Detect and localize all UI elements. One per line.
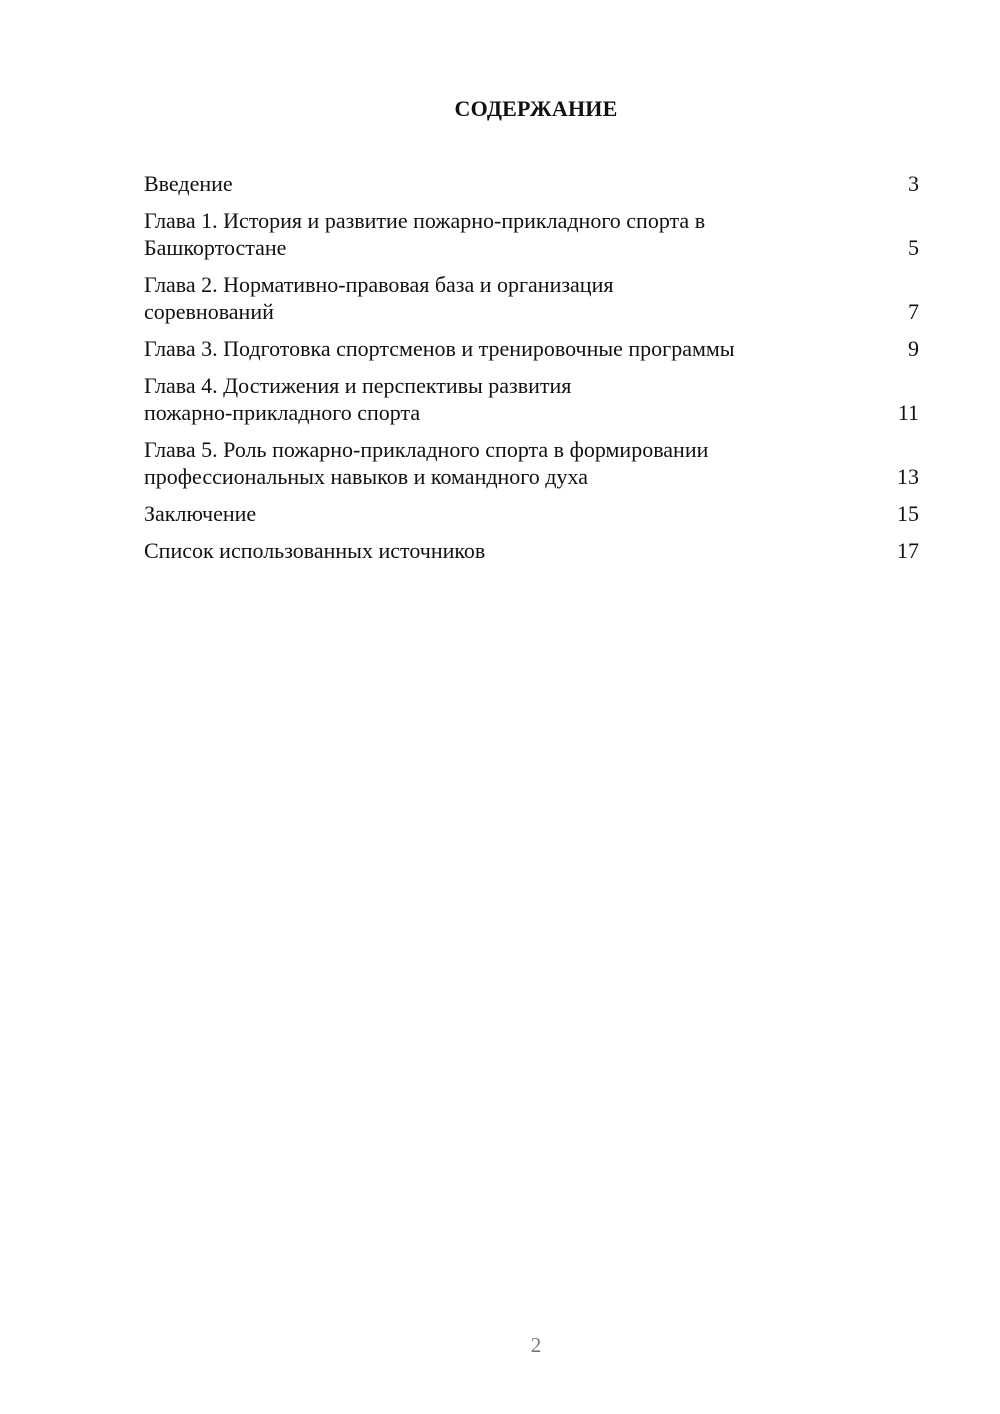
toc-entry-title: Глава 1. История и развитие пожарно-прикладного спорта в Башкортостане: [144, 208, 706, 260]
toc-entry-chapter-2[interactable]: [144, 271, 919, 325]
toc-entry-page: 7: [908, 299, 919, 324]
toc-entry-page: 11: [897, 400, 919, 425]
toc-entry-title: Глава 5. Роль пожарно-прикладного спорта в формировании профессиональных навыков и командного духа: [144, 437, 709, 489]
toc-entry-chapter-4[interactable]: [144, 372, 919, 426]
toc-entry-title: Глава 2. Нормативно-правовая база и организация соревнований: [144, 272, 614, 324]
toc-entry-page: 13: [897, 464, 919, 489]
page-title: СОДЕРЖАНИЕ: [454, 96, 618, 121]
toc-entry-page: 5: [908, 235, 919, 260]
toc-entry-page: 17: [897, 538, 919, 563]
toc-entry-title: Список использованных источников: [144, 538, 486, 563]
toc-entry-introduction[interactable]: [144, 170, 919, 197]
toc-entry-references[interactable]: [144, 537, 919, 564]
toc-entry-title: Глава 4. Достижения и перспективы развития пожарно-прикладного спорта: [144, 373, 572, 425]
table-of-contents: [144, 170, 919, 574]
toc-entry-page: 15: [897, 501, 919, 526]
toc-entry-chapter-3[interactable]: [144, 335, 919, 362]
toc-entry-title: Введение: [144, 171, 233, 196]
toc-entry-chapter-1[interactable]: [144, 207, 919, 261]
toc-entry-page: 9: [908, 336, 919, 361]
page-number: 2: [530, 1333, 542, 1357]
toc-entry-page: 3: [908, 171, 919, 196]
toc-entry-chapter-5[interactable]: [144, 436, 919, 490]
toc-entry-title: Глава 3. Подготовка спортсменов и тренировочные программы: [144, 336, 735, 361]
toc-entry-title: Заключение: [144, 501, 257, 526]
toc-entry-conclusion[interactable]: [144, 500, 919, 527]
